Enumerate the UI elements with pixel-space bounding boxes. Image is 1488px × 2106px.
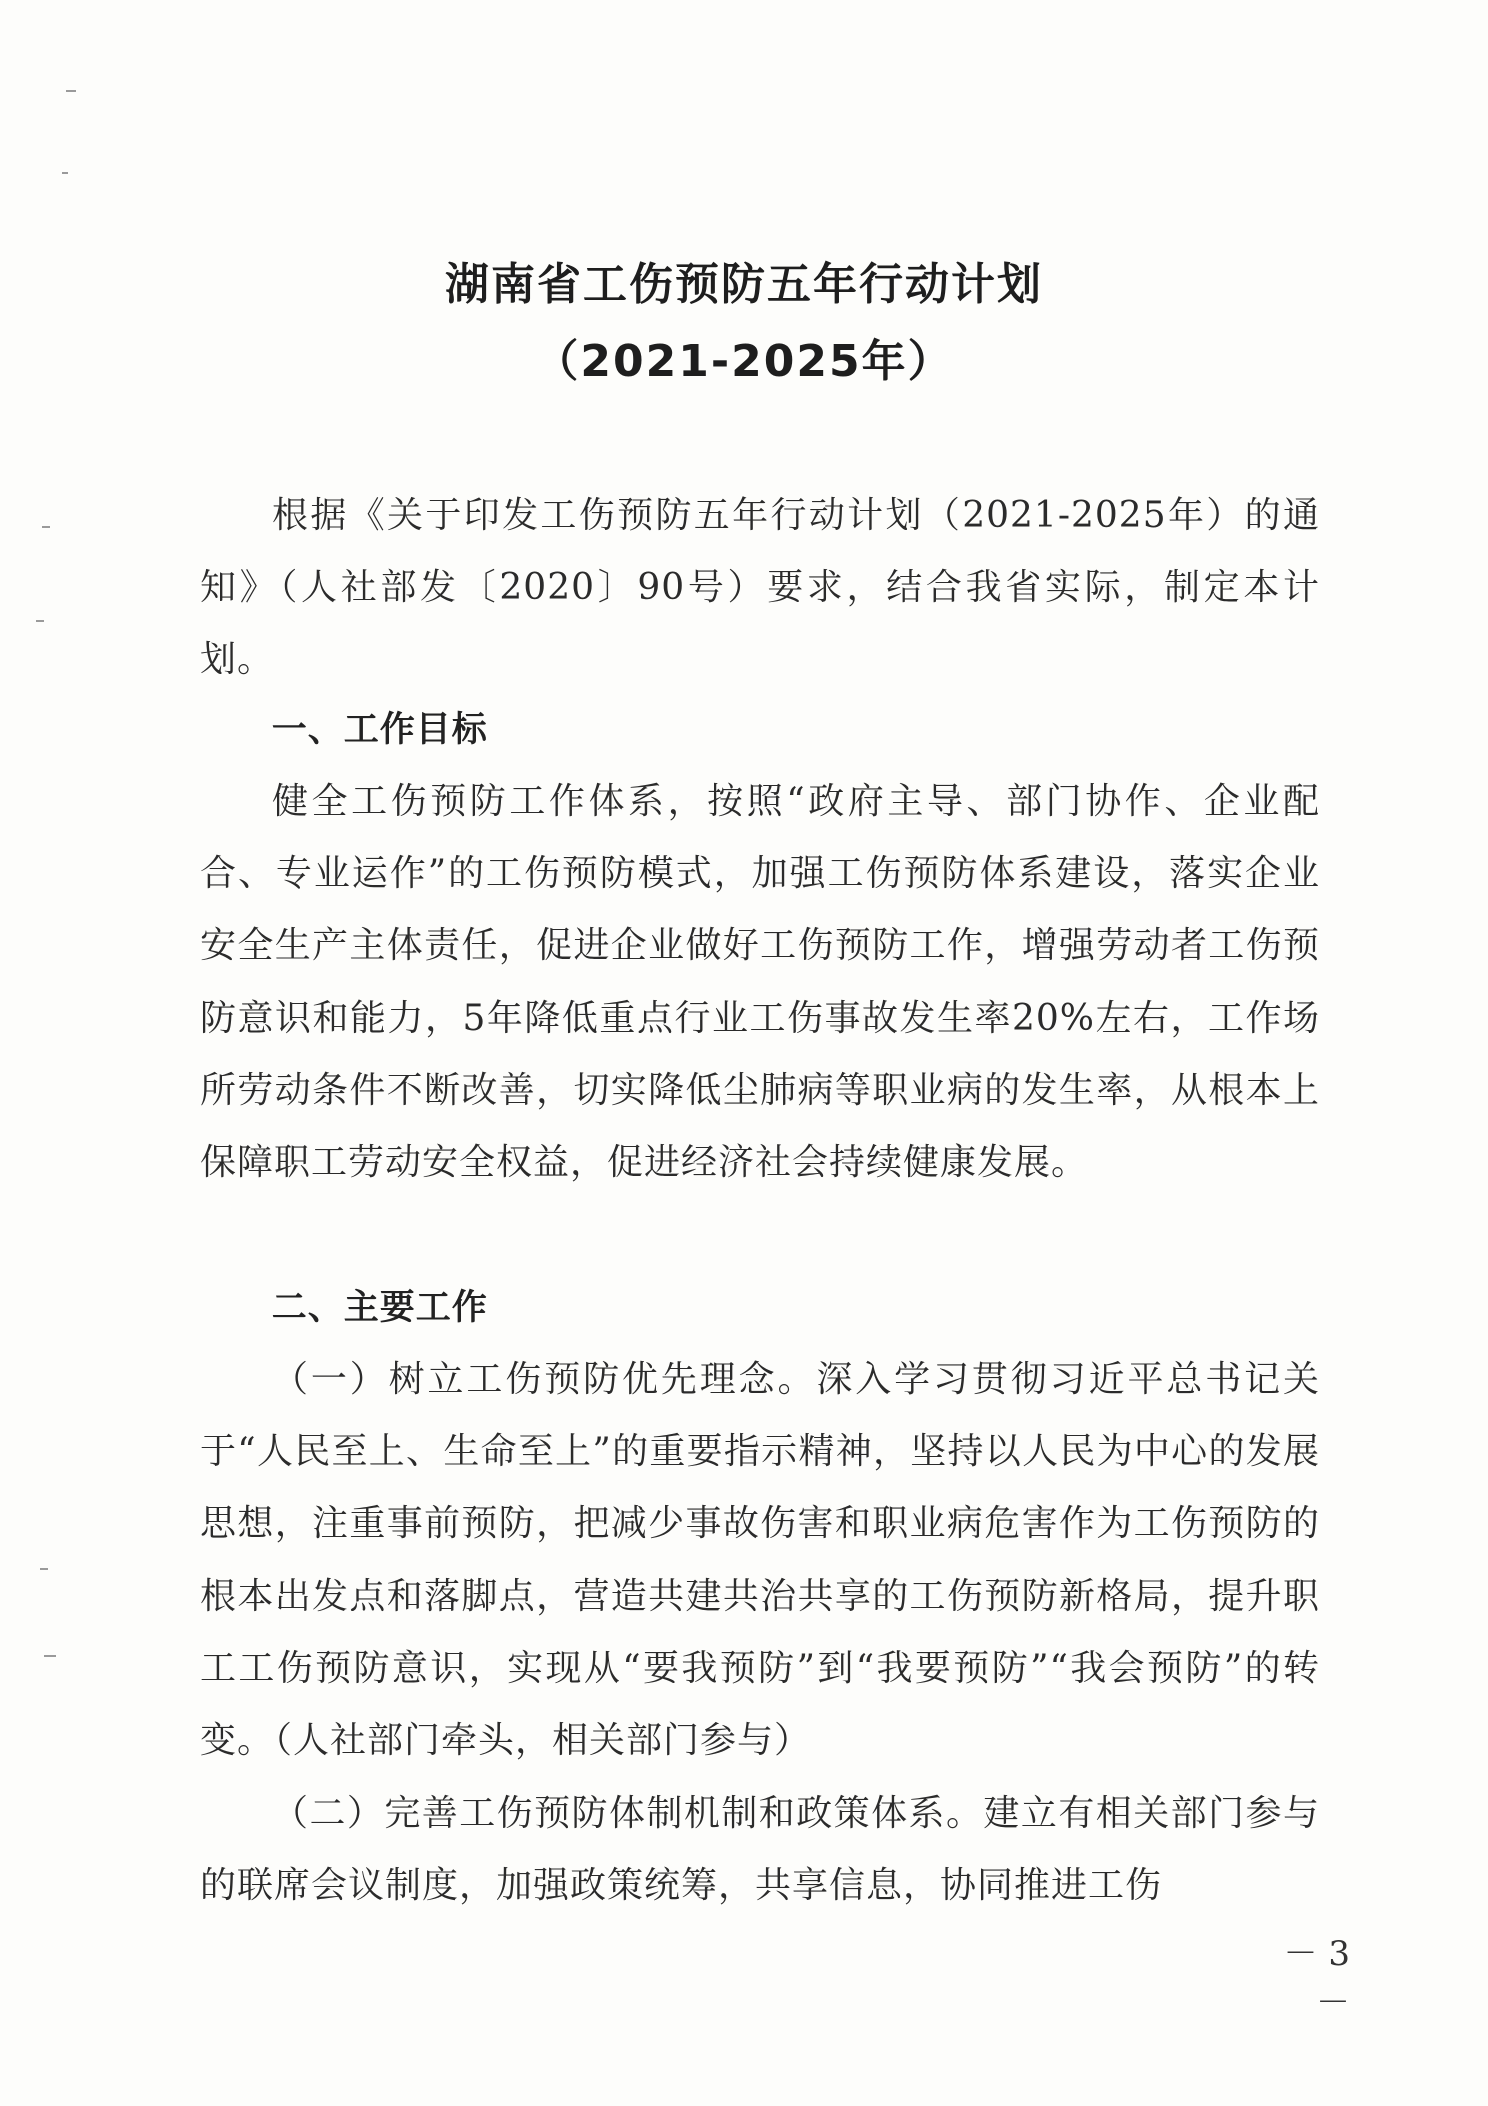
intro-paragraph: 根据《关于印发工伤预防五年行动计划（2021-2025年）的通知》（人社部发〔2020〕90号）要求，结合我省实际，制定本计划。 [200,495,1320,681]
main-work-item-1: （一）树立工伤预防优先理念。深入学习贯彻习近平总书记关于“人民至上、生命至上”的重要指示精神，坚持以人民为中心的发展思想，注重事前预防，把减少事故伤害和职业病危害作为工伤预防的根本出发点和落脚点，营造共建共治共享的工伤预防新格局，提升职工工伤预防意识，实现从“要我预防”到“我要预防”“我会预防”的转变。（人社部门牵头，相关部门参与） [200,1359,1320,1762]
main-work-item-2: （二）完善工伤预防体制机制和政策体系。建立有相关部门参与的联席会议制度，加强政策统筹，共享信息，协同推进工伤 [200,1793,1320,1907]
section-heading-main-work: 二、主要工作 [271,1288,488,1328]
scan-mark [40,1568,48,1570]
scan-mark [36,620,44,622]
goals-paragraph: 健全工伤预防工作体系，按照“政府主导、部门协作、企业配合、专业运作”的工伤预防模式，加强工伤预防体系建设，落实企业安全生产主体责任，促进企业做好工伤预防工作，增强劳动者工伤预防意识和能力，5年降低重点行业工伤事故发生率20%左右，工作场所劳动条件不断改善，切实降低尘肺病等职业病的发生率，从根本上保障职工劳动安全权益，促进经济社会持续健康发展。 [200,781,1320,1184]
document-title: 湖南省工伤预防五年行动计划 [445,259,1043,310]
scan-mark [44,1655,56,1657]
document-subtitle: （2021-2025年） [534,336,954,387]
section-heading-goals: 一、工作目标 [271,710,488,750]
page-number: － 3 － [1283,1934,1350,2023]
scan-mark [62,172,68,174]
scan-mark [42,526,50,528]
scan-mark [66,90,76,92]
